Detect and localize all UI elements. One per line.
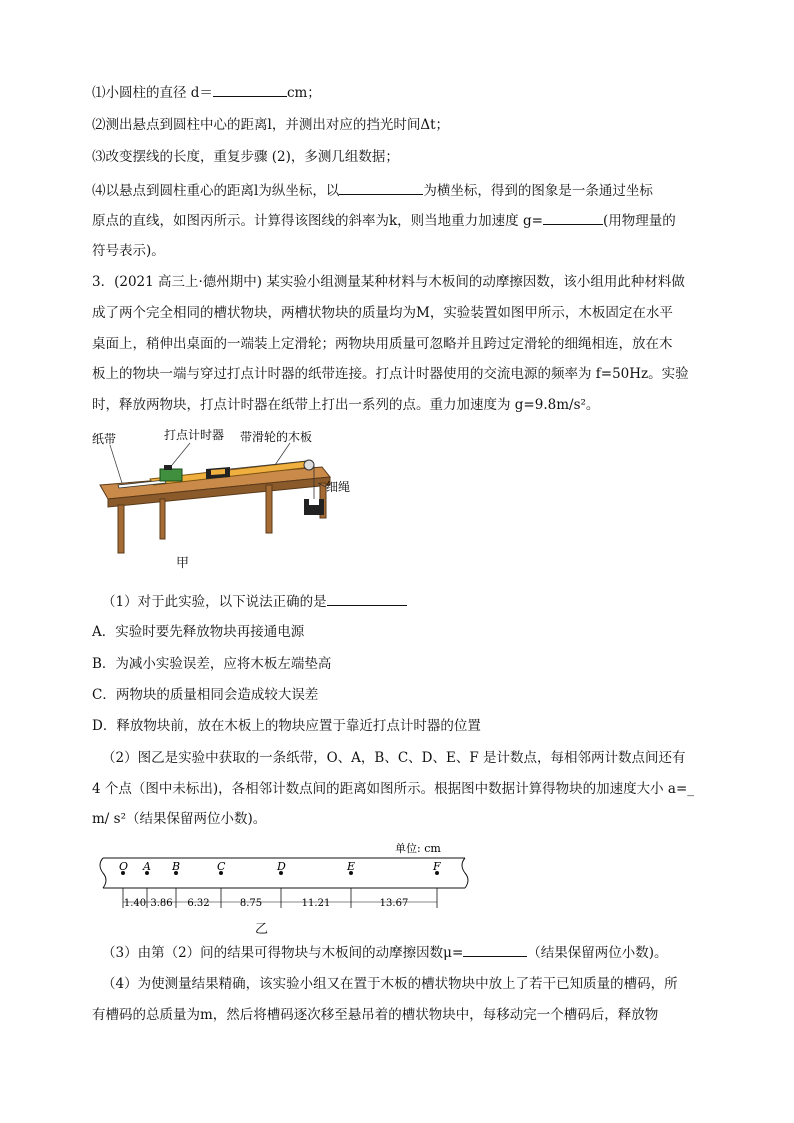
q3-sub2-line2: 4 个点（图中未标出)，各相邻计数点间的距离如图所示。根据图中数据计算得物块的加速度大小 a=_ (92, 781, 695, 797)
q3-stem-line1: 3．(2021 高三上·德州期中) 某实验小组测量某种材料与木板间的动摩擦因数，该小组用此种材料做 (92, 274, 685, 290)
point-label: F (433, 860, 441, 873)
table-leg (118, 505, 124, 553)
q2-step1-unit: cm； (286, 85, 321, 101)
q2-step2: ⑵测出悬点到圆柱中心的距离l，并测出对应的挡光时间Δt； (92, 117, 449, 133)
label-tape: 纸带 (92, 432, 117, 446)
q2-step1 (92, 82, 321, 103)
label-board: 带滑轮的木板 (240, 430, 313, 444)
leader-line (110, 445, 122, 483)
label-timer: 打点计时器 (164, 428, 225, 442)
hanging-block-slot (309, 499, 319, 505)
distance-label: 1.40 (123, 898, 147, 909)
distance-label: 3.86 (150, 898, 173, 909)
figure-jia-apparatus (90, 425, 350, 575)
q3-sub3-text-a: （3）由第（2）问的结果可得物块与木板间的动摩擦因数μ= (102, 945, 464, 961)
q2-step4-text-d: (用物理量的 (602, 213, 676, 229)
q3-stem-line5: 时，释放两物块，打点计时器在纸带上打出一系列的点。重力加速度为 g=9.8m/s²。 (92, 397, 600, 413)
q2-step3: ⑶改变摆线的长度，重复步骤 (2)，多测几组数据； (92, 149, 399, 165)
q2-step1-text: ⑴小圆柱的直径 d＝ (92, 85, 213, 101)
point-label: B (172, 860, 181, 873)
point-label: C (217, 860, 226, 873)
option-d: D．释放物块前，放在木板上的物块应置于靠近打点计时器的位置 (92, 718, 481, 734)
q3-stem-line2: 成了两个完全相同的槽状物块，两槽状物块的质量均为M，实验装置如图甲所示，木板固定在水平 (92, 305, 673, 321)
q3-stem-line3: 桌面上，稍伸出桌面的一端装上定滑轮；两物块用质量可忽略并且跨过定滑轮的细绳相连，放在木 (92, 336, 673, 352)
q3-sub4-line1: （4）为使测量结果精确，该实验小组又在置于木板的槽状物块中放上了若干已知质量的槽码，所 (102, 976, 678, 992)
point-label: A (143, 860, 151, 873)
block-slot (211, 469, 225, 475)
q2-step4-line2 (92, 210, 676, 231)
unit-label: 单位: cm (395, 842, 441, 855)
q3-sub1 (102, 591, 407, 612)
answer-blank[interactable] (543, 210, 603, 225)
table-leg (160, 499, 165, 539)
point-label: E (347, 860, 356, 873)
q2-step4 (92, 180, 653, 201)
q3-sub4-line2: 有槽码的总质量为m，然后将槽码逐次移至悬吊着的槽状物块中，每移动完一个槽码后，释放物 (92, 1007, 659, 1023)
distance-label: 6.32 (187, 898, 210, 909)
timer-part (164, 465, 172, 470)
distance-label: 13.67 (379, 898, 409, 909)
answer-blank[interactable] (327, 591, 407, 606)
q2-step4-text-b: 为横坐标，得到的图象是一条通过坐标 (423, 183, 653, 199)
option-b: B．为减小实验误差，应将木板左端垫高 (92, 656, 332, 672)
leader-line (172, 443, 190, 465)
label-rope: 细绳 (326, 480, 350, 494)
leader-line (275, 443, 290, 465)
option-a: A．实验时要先释放物块再接通电源 (92, 624, 305, 640)
q3-sub1-text: （1）对于此实验，以下说法正确的是 (102, 594, 327, 610)
timer (160, 469, 182, 481)
q2-step4-text-c: 原点的直线，如图丙所示。计算得该图线的斜率为k，则当地重力加速度 g= (92, 213, 543, 229)
q3-sub3 (102, 942, 668, 963)
option-c: C．两物块的质量相同会造成较大误差 (92, 687, 319, 703)
point-label: O (119, 860, 129, 873)
q3-sub2-line3: m/ s²（结果保留两位小数)。 (92, 811, 267, 827)
pulley (304, 460, 314, 470)
distance-label: 8.75 (239, 898, 263, 909)
q2-step4-text-a: ⑷以悬点到圆柱重心的距离l为纵坐标，以 (92, 183, 340, 199)
answer-blank[interactable] (339, 180, 423, 195)
tape-left-break (100, 858, 106, 888)
q3-sub2-line1: （2）图乙是实验中获取的一条纸带，O、A，B、C、D、E、F 是计数点，每相邻两计数点间还有 (102, 750, 686, 766)
figure-yi-tape (95, 838, 475, 914)
figure-yi-caption: 乙 (255, 922, 269, 937)
point-label: D (277, 860, 286, 873)
q2-step4-line3: 符号表示)。 (92, 243, 165, 259)
q3-stem-line4: 板上的物块一端与穿过打点计时器的纸带连接。打点计时器使用的交流电源的频率为 f=50Hz。实验 (92, 366, 689, 382)
table-leg (266, 485, 272, 533)
answer-blank[interactable] (463, 942, 527, 957)
figure-jia-caption: 甲 (176, 556, 190, 571)
q3-sub3-text-b: （结果保留两位小数)。 (527, 945, 668, 961)
tape-right-break (462, 858, 468, 888)
distance-label: 11.21 (301, 898, 331, 909)
answer-blank[interactable] (213, 82, 287, 97)
